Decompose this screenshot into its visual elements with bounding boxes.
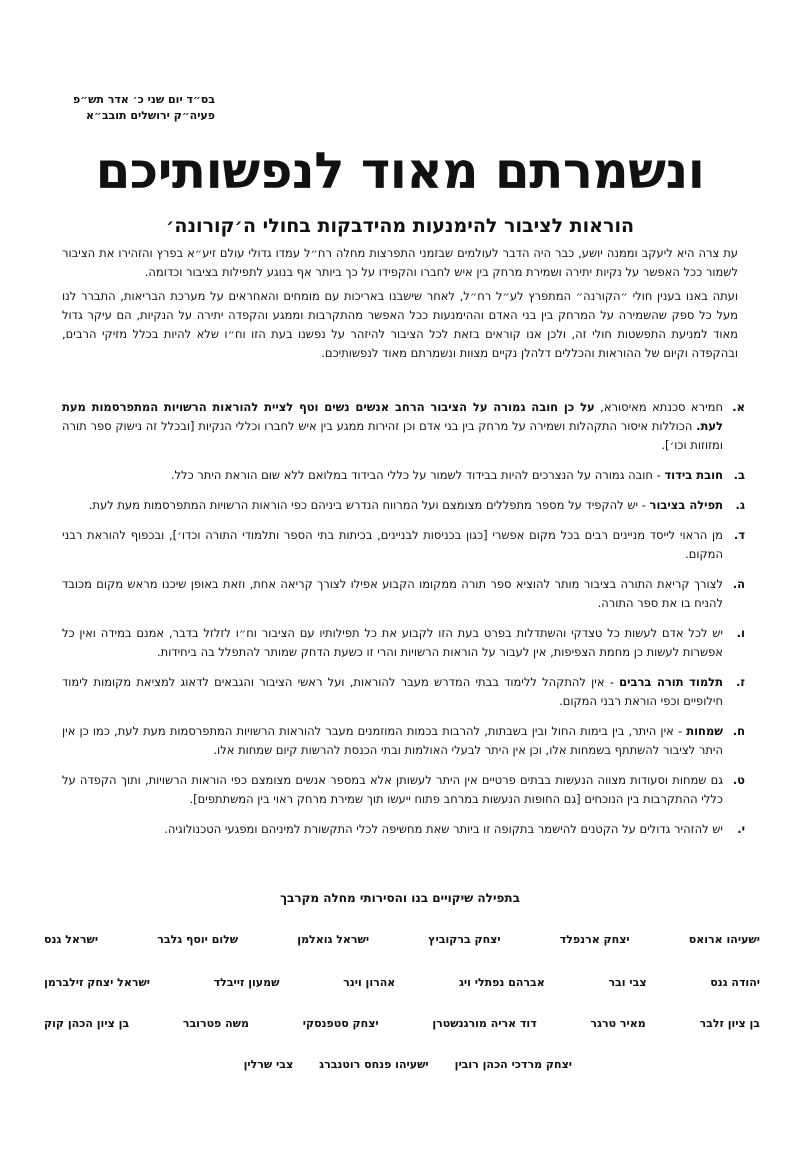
intro-paragraph-2: ועתה באנו בענין חולי ״הקורנה״ המתפרץ לע״ל רח״ל, לאחר שישבנו באריכות עם מומחים והאחראים על מערכת הבריאות, התברר לנו מעל כל ספק שהשמירה על המרחק בין בני האדם וההימנעות ככל האפשר מהתקרבות וממגע והקפדה יתירה על הנקיות, הם עיקר גדול מאוד למניעת התפשטות חולי זה, ולכן אנו קוראים בזאת לכל הציבור להיזהר על נפשנו בעת הזו וח״ו שלא להיות בכלל מזיקי הרבים, ובהקפדה וקיום של ההוראות והכללים דלהלן נקיים מצוות ונשמרתם מאוד לנפשותיכם.: [62, 289, 738, 360]
item-text: חובת בידוד - חובה גמורה על הנצרכים להיות בבידוד לשמור על כללי הבידוד במלואם ללא שום הוראת היתר כלל.: [170, 468, 723, 482]
signature: יהודה גנס: [710, 976, 760, 989]
signature: אהרון וינר: [343, 976, 396, 989]
intro-section: [62, 244, 738, 368]
list-item: [62, 496, 745, 515]
item-text: שמחות - אין היתר, בין בימות החול ובין בשבתות, להרבות בכמות המוזמנים מעבר להוראות הרשויות המתפרסמות מעת לעת, כמו כן אין היתר לציבור להשתתף בשמחות אלו, וכן אין היתר לבעלי האולמות ובתי הכנסת להרשות קיום שמחות אלו.: [62, 724, 723, 757]
item-letter: ד.: [733, 528, 745, 542]
list-item: [62, 575, 745, 613]
signatures-row-4: [244, 1058, 572, 1071]
signatures-row-1: [44, 933, 760, 946]
signature: צבי שרלין: [243, 1058, 294, 1071]
date-header: [15, 92, 215, 124]
signature: אברהם נפתלי ויג: [458, 976, 545, 989]
signature: ישעיהו פנחס רוטנברג: [319, 1058, 429, 1071]
item-text: מן הראוי לייסד מניינים רבים בכל מקום אפשרי [כגון בכניסות לבניינים, בכיתות בתי הספר ותלמודי התורה וכדו׳], ובכפוף להוראת רבני המקום.: [62, 528, 723, 561]
signature: ישראל יצחק זילברמן: [44, 976, 151, 989]
signature: משה פטרובר: [182, 1017, 249, 1030]
signature: בן ציון זלבר: [699, 1017, 760, 1030]
list-item: [62, 624, 745, 662]
item-letter: ב.: [733, 468, 745, 482]
item-letter: ג.: [735, 498, 745, 512]
list-item: [62, 398, 745, 455]
signature: מאיר טרגר: [590, 1017, 646, 1030]
closing-blessing: בתפילה שיקויים בנו והסירותי מחלה מקרבך: [280, 891, 520, 905]
item-text: תפילה בציבור - יש להקפיד על מספר מתפללים מצומצם ועל המרווח הנדרש ביניהם כפי הוראות הרשויות המתפרסמות מעת לעת.: [88, 498, 723, 512]
page-title: ונשמרתם מאוד לנפשותיכם: [95, 142, 705, 200]
list-item: [62, 466, 745, 485]
list-item: [62, 820, 745, 839]
signatures-row-3: [44, 1017, 760, 1030]
list-item: [62, 771, 745, 809]
signature: שמעון זייבלד: [213, 976, 280, 989]
page-subtitle: הוראות לציבור להימנעות מהידבקות בחולי ה׳קורונה׳: [165, 215, 635, 237]
signature: יצחק ברקוביץ: [428, 933, 501, 946]
signature: יצחק מרדכי הכהן רובין: [454, 1058, 572, 1071]
item-text: לצורך קריאת התורה בציבור מותר להוציא ספר תורה ממקומו הקבוע אפילו לצורך קריאה אחת, וזאת באופן שיכנו מראש מקום מכובד להניח בו את ספר התורה.: [62, 577, 723, 610]
signature: ישראל גנס: [44, 933, 99, 946]
signature: בן ציון הכהן קוק: [44, 1017, 130, 1030]
intro-paragraph-1: עת צרה היא ליעקב וממנה יושע, כבר היה הדבר לעולמים שבזמני התפרצות מחלה רח״ל עמדו גדולי עולם זיע״א בפרץ והזהירו את הציבור לשמור ככל האפשר על נקיות יתירה ושמירת מרחק בין איש לחברו והקפידו על כך ביותר אף בנוגע לתפילות בציבור וכדומה.: [62, 246, 738, 279]
item-letter: ט.: [732, 773, 745, 787]
item-letter: א.: [732, 400, 745, 414]
item-letter: ח.: [732, 724, 745, 738]
signature: דוד אריה מורגנשטרן: [432, 1017, 537, 1030]
location-line: פעיה״ק ירושלים תובב״א: [86, 109, 215, 122]
signature: צבי ובר: [608, 976, 647, 989]
item-letter: ו.: [736, 626, 745, 640]
item-text: חמירא סכנתא מאיסורא, על כן חובה גמורה על הציבור הרחב אנשים נשים וטף לציית להוראות הרשויות המתפרסמות מעת לעת. הכוללות איסור התקהלות ושמירה על מרחק בין בני אדם וכן זהירות ממגע בין איש לחברו וכללי הנקיות [ובכלל זה נישוק ספר תורה ומזוזות וכו׳].: [62, 400, 724, 452]
list-item: [62, 722, 745, 760]
item-text: גם שמחות וסעודות מצווה הנעשות בבתים פרטיים אין היתר לעשותן אלא במספר אנשים מצומצם כפי הוראות הרשויות, ותוך הקפדה על כללי ההתקרבות בין הנוכחים [גם החופות הנעשות במרחב פתוח ייעשו תוך שמירת מרחק ראוי בין המשתתפים].: [62, 773, 723, 806]
item-text: יש להזהיר גדולים על הקטנים להישמר בתקופה זו ביותר שאת מחשיפה לכלי התקשורת למיניהם ומפגעי הטכנולוגיה.: [164, 822, 723, 836]
item-letter: י.: [737, 822, 745, 836]
signatures-row-2: [44, 976, 760, 989]
list-item: [62, 526, 745, 564]
list-item: [62, 673, 745, 711]
item-text: יש לכל אדם לעשות כל טצדקי והשתדלות בפרט בעת הזו לקבוע את כל תפילותיו עם הציבור וח״ו לזלזל בדבר, אמנם במידה ואין כל אפשרות לעשות כן מחמת הצפיפות, אין לעבור על הוראות הרשויות והרי זו כשעת הדחק שמותר להתפלל בה ביחידות.: [62, 626, 723, 659]
item-letter: ז.: [736, 675, 745, 689]
signature: ישראל גואלמן: [297, 933, 370, 946]
signature: יצחק סטפנסקי: [302, 1017, 379, 1030]
item-letter: ה.: [732, 577, 745, 591]
signature: שלום יוסף גלבר: [157, 933, 239, 946]
date-line: בס״ד יום שני כ׳ אדר תש״פ: [73, 93, 215, 106]
item-text: תלמוד תורה ברבים - אין להתקהל ללימוד בבתי המדרש מעבר להוראות, ועל ראשי הציבור והגבאים לדאוג למציאת מקומות לימוד חילופיים וכפי הוראת רבני המקום.: [62, 675, 724, 708]
signature: יצחק ארנפלד: [559, 933, 630, 946]
signature: ישעיהו ארואס: [688, 933, 760, 946]
instructions-list: [62, 398, 745, 850]
